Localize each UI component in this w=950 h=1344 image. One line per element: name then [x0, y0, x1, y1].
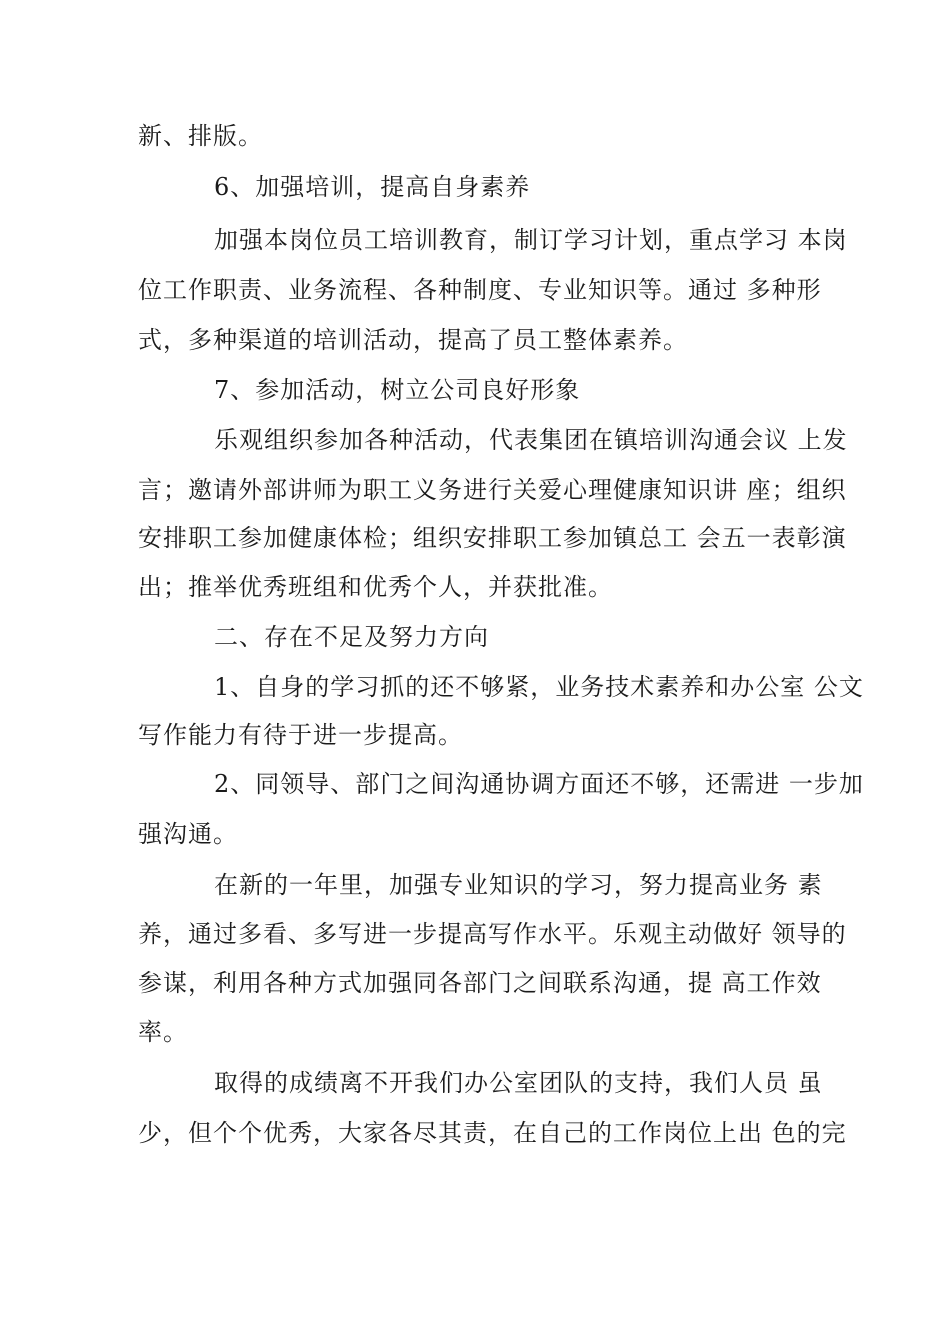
text-line: 强沟通。: [138, 820, 238, 848]
text-line: 写作能力有待于进一步提高。: [138, 721, 463, 749]
text-line: 言；邀请外部讲师为职工义务进行关爱心理健康知识讲 座；组织: [138, 476, 847, 504]
text-line: 少，但个个优秀，大家各尽其责，在自己的工作岗位上出 色的完: [138, 1119, 847, 1147]
text-line: 乐观组织参加各种活动，代表集团在镇培训沟通会议 上发: [214, 426, 848, 454]
text-line: 养，通过多看、多写进一步提高写作水平。乐观主动做好 领导的: [138, 920, 847, 948]
text-line: 出；推举优秀班组和优秀个人，并获批准。: [138, 573, 613, 601]
text-line: 在新的一年里，加强专业知识的学习，努力提高业务 素: [214, 871, 823, 899]
text-line: 新、排版。: [138, 122, 263, 150]
text-line: 式，多种渠道的培训活动，提高了员工整体素养。: [138, 326, 688, 354]
text-line: 位工作职责、业务流程、各种制度、专业知识等。通过 多种形: [138, 276, 822, 304]
section-heading: 7、参加活动，树立公司良好形象: [214, 376, 581, 404]
text-line: 参谋，利用各种方式加强同各部门之间联系沟通，提 高工作效: [138, 969, 822, 997]
section-heading: 6、加强培训，提高自身素养: [214, 173, 531, 201]
text-line: 安排职工参加健康体检；组织安排职工参加镇总工 会五一表彰演: [138, 524, 847, 552]
section-heading: 二、存在不足及努力方向: [214, 623, 489, 651]
text-line: 1、自身的学习抓的还不够紧，业务技术素养和办公室 公文: [214, 673, 864, 701]
text-line: 2、同领导、部门之间沟通协调方面还不够，还需进 一步加: [214, 770, 864, 798]
text-line: 率。: [138, 1018, 188, 1046]
text-line: 取得的成绩离不开我们办公室团队的支持，我们人员 虽: [214, 1069, 823, 1097]
text-line: 加强本岗位员工培训教育，制订学习计划，重点学习 本岗: [214, 226, 848, 254]
